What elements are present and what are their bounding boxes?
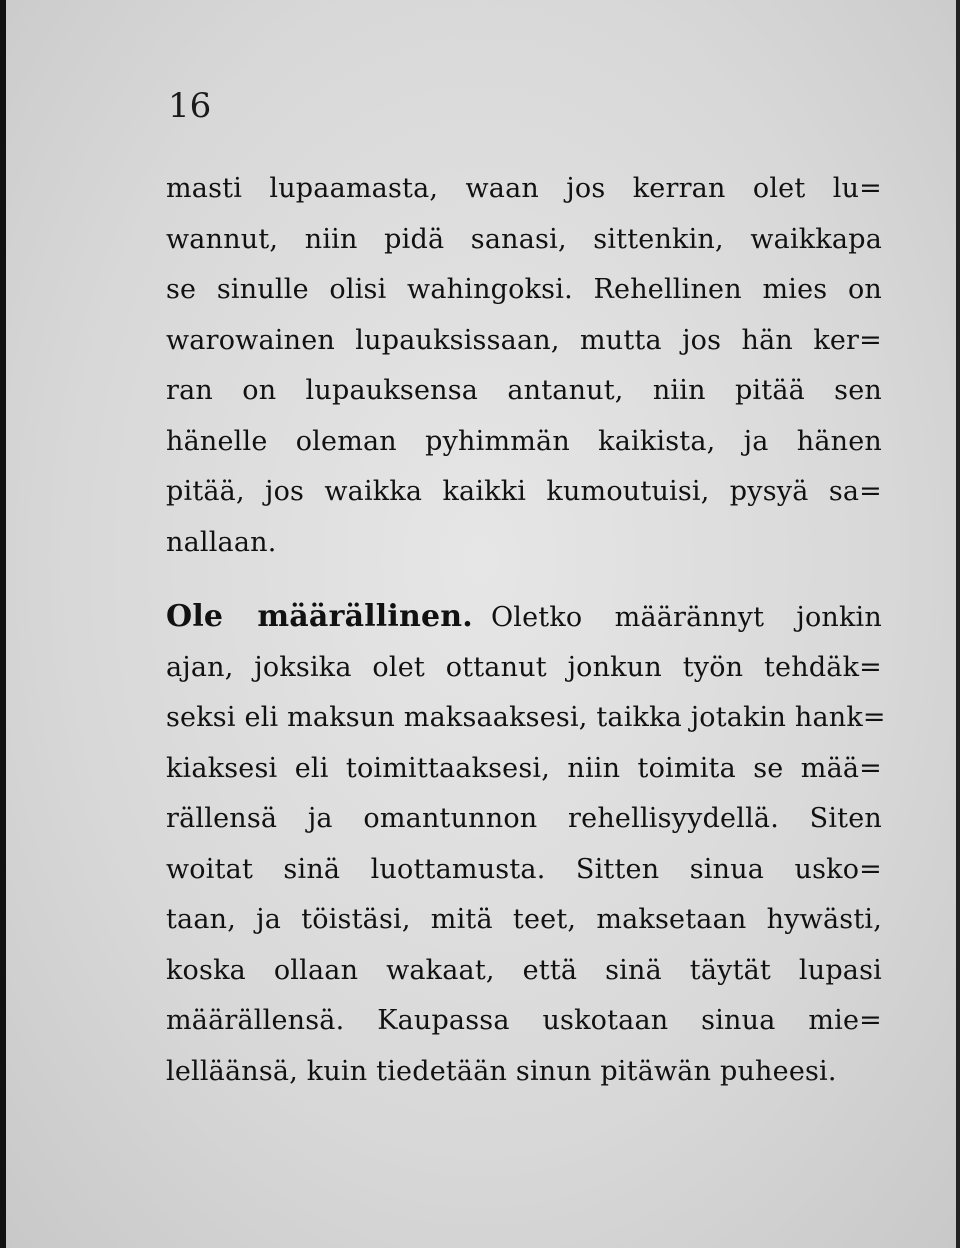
body-text (166, 164, 886, 1097)
text-line: koska ollaan wakaat, että sinä täytät lupasi (166, 954, 882, 986)
text-line: pitää, jos waikka kaikki kumoutuisi, pysyä sa= (166, 476, 882, 507)
text-line: se sinulle olisi wahingoksi. Rehellinen mies on (166, 274, 882, 305)
text-line: nallaan. (166, 526, 277, 558)
text-line: rällensä ja omantunnon rehellisyydellä. Siten (166, 803, 882, 834)
section-heading: Ole määrällinen. (166, 599, 473, 634)
text-line: masti lupaamasta, waan jos kerran olet lu= (166, 173, 882, 204)
scan-edge-right (956, 0, 960, 1248)
text-line: lelläänsä, kuin tiedetään sinun pitäwän puheesi. (166, 1055, 837, 1087)
scan-edge-left (0, 0, 6, 1248)
text-line-inline: Oletko määrännyt jonkin (490, 602, 882, 633)
text-line: taan, ja töistäsi, mitä teet, maksetaan hywästi, (166, 904, 882, 935)
text-line: ajan, joksika olet ottanut jonkun työn tehdäk= (166, 651, 882, 683)
text-line: ran on lupauksensa antanut, niin pitää sen (166, 375, 882, 406)
page-number: 16 (168, 86, 212, 126)
text-line: wannut, niin pidä sanasi, sittenkin, waikkapa (166, 223, 882, 255)
text-line: woitat sinä luottamusta. Sitten sinua usko= (166, 853, 882, 885)
text-line: seksi eli maksun maksaaksesi, taikka jotakin hank= (166, 702, 886, 733)
section-gap (166, 568, 882, 592)
heading-line (166, 592, 882, 643)
text-line: määrällensä. Kaupassa uskotaan sinua mie= (166, 1005, 882, 1036)
text-line: hänelle oleman pyhimmän kaikista, ja hänen (166, 425, 882, 457)
text-line: kiaksesi eli toimittaaksesi, niin toimita se mää= (166, 752, 882, 784)
text-line: warowainen lupauksissaan, mutta jos hän ker= (166, 324, 882, 356)
